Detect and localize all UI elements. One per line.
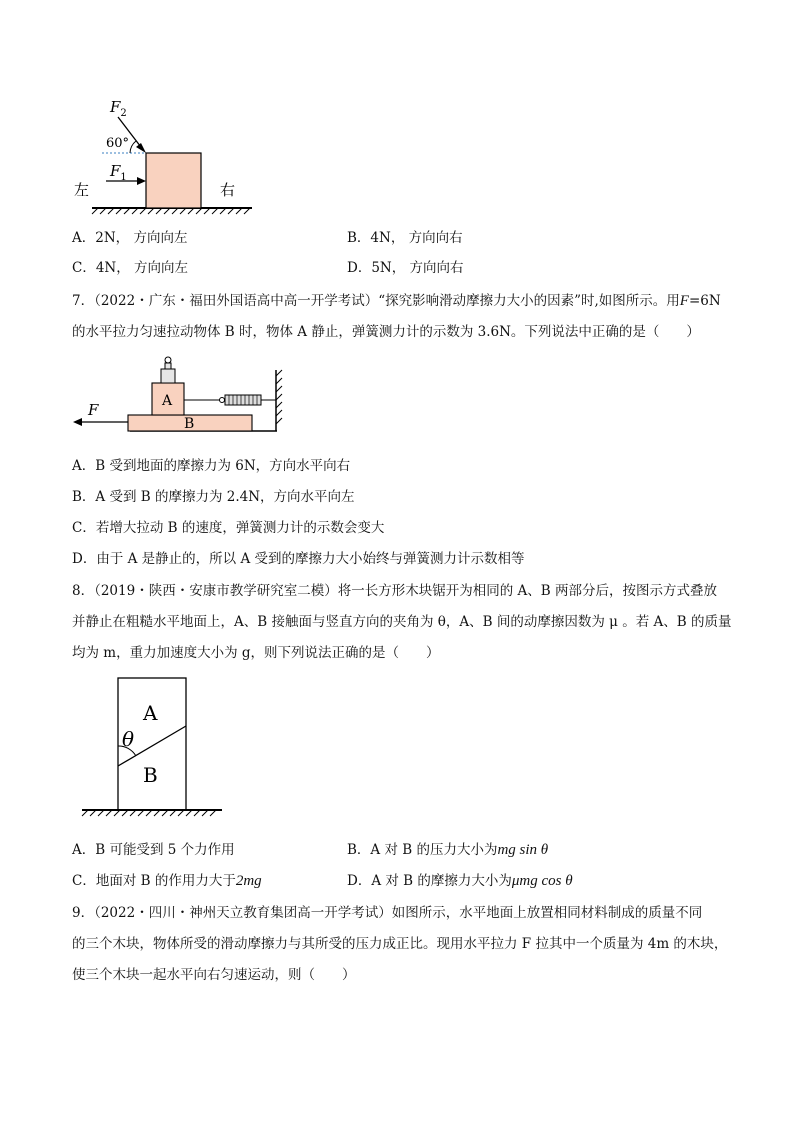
q8-option-b[interactable]: B．A 对 B 的压力大小为mg sin θ xyxy=(347,842,549,858)
q6-option-c[interactable]: C．4N， 方向向左 xyxy=(72,260,189,276)
weight xyxy=(161,369,175,383)
angle-label: 60° xyxy=(106,136,130,151)
label-theta: θ xyxy=(122,727,135,751)
spring-scale xyxy=(225,395,261,405)
q8-option-c[interactable]: C．地面对 B 的作用力大于2mg xyxy=(72,873,262,889)
q7-option-a[interactable]: A．B 受到地面的摩擦力为 6N，方向水平向右 xyxy=(72,458,351,474)
q8-option-d[interactable]: D．A 对 B 的摩擦力大小为μmg cos θ xyxy=(347,873,573,889)
q7-figure xyxy=(70,340,285,435)
label-a: A xyxy=(143,701,158,725)
q8-option-a[interactable]: A．B 可能受到 5 个力作用 xyxy=(72,842,235,858)
q6-option-d[interactable]: D．5N， 方向向右 xyxy=(347,260,464,276)
angle-arc xyxy=(130,141,136,153)
q6-option-a[interactable]: A．2N， 方向向左 xyxy=(72,230,188,246)
f-arrowhead xyxy=(73,418,82,426)
label-f: F xyxy=(88,401,99,419)
label-b: B xyxy=(184,416,195,432)
q6-option-b[interactable]: B．4N， 方向向右 xyxy=(347,230,463,246)
q8-stem-line-3: 均为 m，重力加速度大小为 g，则下列说法正确的是（ ） xyxy=(72,645,440,661)
q7-option-c[interactable]: C．若增大拉动 B 的速度，弹簧测力计的示数会变大 xyxy=(72,520,385,536)
q9-stem-line-1: 9．（2022・四川・神州天立教育集团高一开学考试）如图所示，水平地面上放置相同材料制成的质量不同 xyxy=(72,905,703,921)
wall-hatch xyxy=(276,370,282,424)
f1-label: $F_1$ xyxy=(110,162,127,183)
left-label: 左 xyxy=(74,181,90,199)
scale-ring xyxy=(220,398,225,403)
q7-stem-line-1: 7．（2022・广东・福田外国语高中高一开学考试）“探究影响滑动摩擦力大小的因素”时,如图所示。用F=6N xyxy=(72,293,721,309)
label-a: A xyxy=(162,393,173,409)
block xyxy=(146,153,201,208)
q8-stem-line-1: 8．（2019・陕西・安康市教学研究室二模）将一长方形木块锯开为相同的 A、B 两部分后，按图示方式叠放 xyxy=(72,583,717,599)
q8-figure xyxy=(80,676,225,821)
weight-neck xyxy=(165,363,171,369)
q9-stem-line-2: 的三个木块，物体所受的滑动摩擦力与其所受的压力成正比。现用水平拉力 F 拉其中一个质量为 4m 的木块， xyxy=(72,936,728,952)
q6-figure xyxy=(70,95,260,220)
f1-arrowhead xyxy=(137,177,146,185)
q7-option-d[interactable]: D．由于 A 是静止的，所以 A 受到的摩擦力大小始终与弹簧测力计示数相等 xyxy=(72,551,525,567)
f2-arrowhead xyxy=(136,143,146,153)
q7-stem-line-2: 的水平拉力匀速拉动物体 B 时，物体 A 静止，弹簧测力计的示数为 3.6N。下列说法中正确的是（ ） xyxy=(72,324,700,340)
right-label: 右 xyxy=(220,181,236,199)
q9-stem-line-3: 使三个木块一起水平向右匀速运动，则（ ） xyxy=(72,967,356,983)
q7-option-b[interactable]: B．A 受到 B 的摩擦力为 2.4N，方向水平向左 xyxy=(72,489,355,505)
weight-hook xyxy=(165,357,171,363)
f2-label: $F_2$ xyxy=(110,98,127,119)
q8-stem-line-2: 并静止在粗糙水平地面上，A、B 接触面与竖直方向的夹角为 θ，A、B 间的动摩擦因数为 μ 。若 A、B 的质量 xyxy=(72,614,732,630)
label-b: B xyxy=(143,763,158,787)
